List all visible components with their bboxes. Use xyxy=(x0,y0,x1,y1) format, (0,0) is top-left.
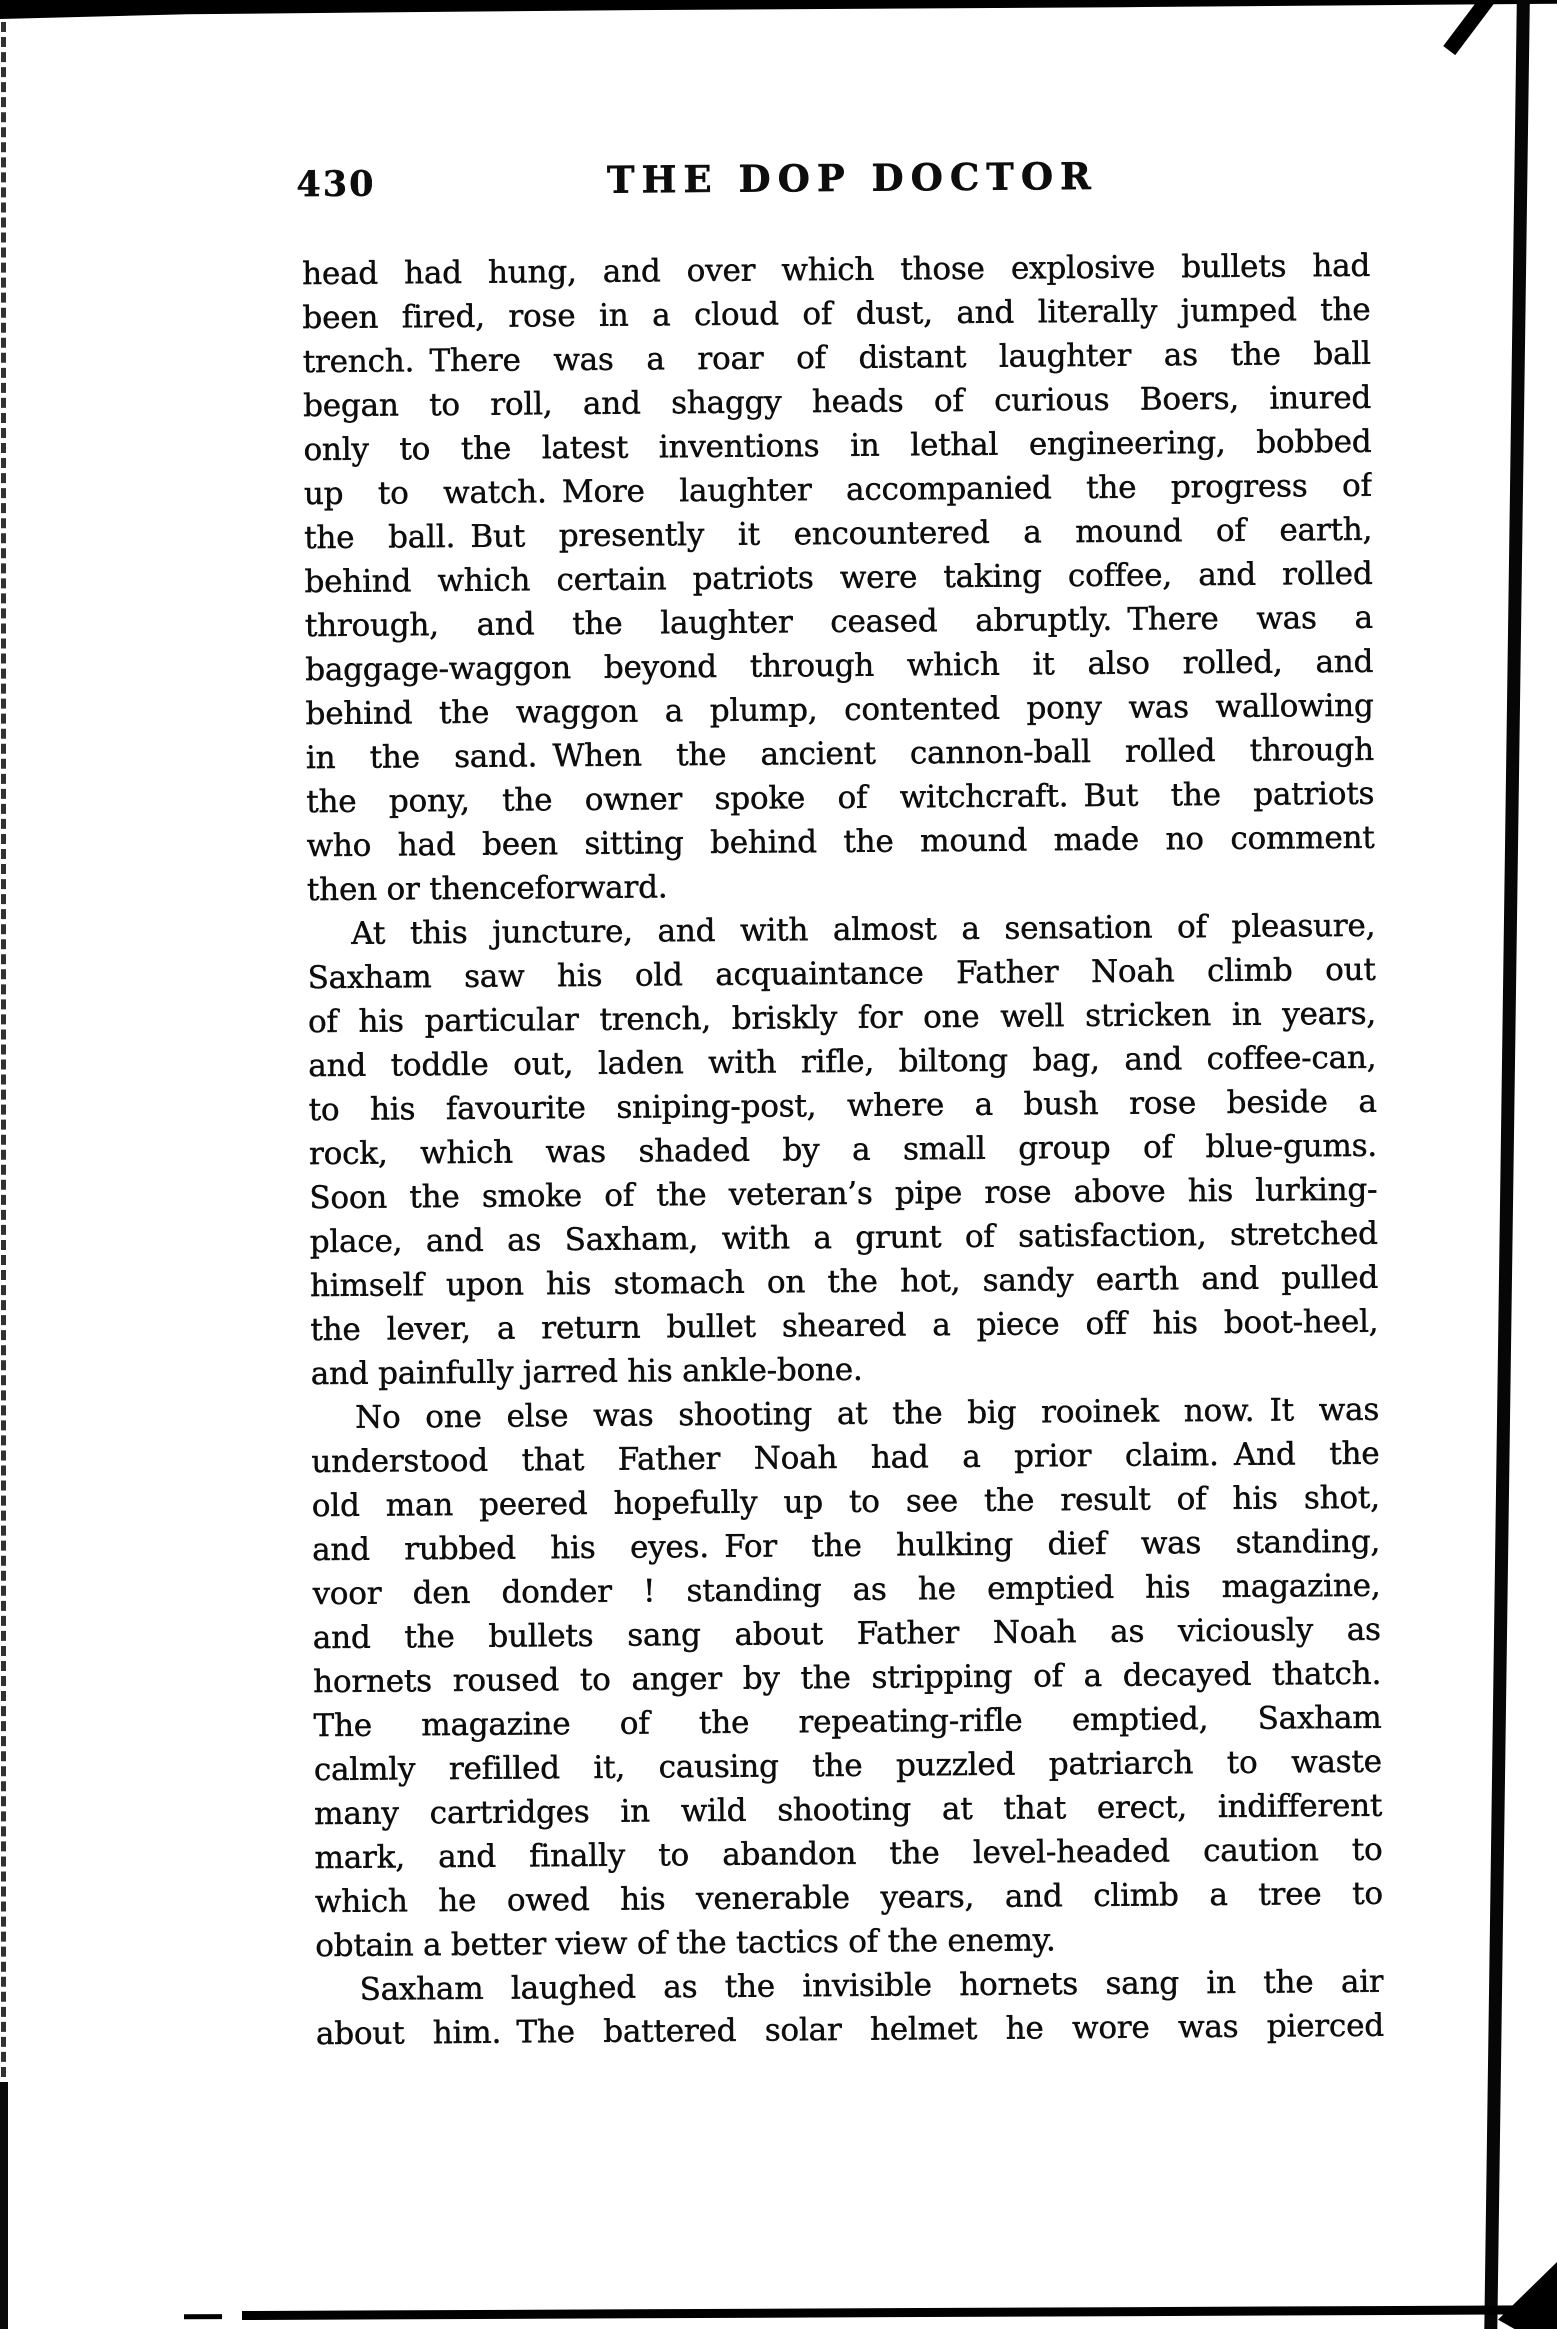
text-line: behind the waggon a plump, contented pony was wallowing xyxy=(305,687,1374,733)
running-title: THE DOP DOCTOR xyxy=(606,153,1099,202)
text-line: No one else was shooting at the big rooinek now. It was xyxy=(354,1391,1380,1436)
text-line: baggage-waggon beyond through which it also rolled, and xyxy=(305,643,1374,689)
text-line: and the bullets sang about Father Noah as viciously as xyxy=(312,1611,1381,1657)
text-line: then or thenceforward. xyxy=(306,869,668,909)
page-header xyxy=(296,152,1369,208)
text-line: and rubbed his eyes. For the hulking dief was standing, xyxy=(312,1523,1381,1569)
text-line: understood that Father Noah had a prior claim. And the xyxy=(311,1435,1380,1481)
text-line: who had been sitting behind the mound made no comment xyxy=(306,819,1375,865)
text-line: Saxham laughed as the invisible hornets sang in the air xyxy=(359,1963,1384,2008)
text-line: mark, and finally to abandon the level-headed caution to xyxy=(314,1831,1383,1877)
text-line: up to watch. More laughter accompanied the progress of xyxy=(303,467,1372,513)
text-line: rock, which was shaded by a small group of blue-gums. xyxy=(308,1127,1378,1173)
text-line: began to roll, and shaggy heads of curious Boers, inured xyxy=(303,379,1372,425)
text-line: voor den donder ! standing as he emptied his magazine, xyxy=(312,1567,1381,1613)
page-content xyxy=(296,0,1385,2056)
text-line: many cartridges in wild shooting at that erect, indifferent xyxy=(314,1787,1383,1833)
text-line: through, and the laughter ceased abruptly. There was a xyxy=(304,599,1374,645)
page-number: 430 xyxy=(296,163,376,206)
text-line: Soon the smoke of the veteran’s pipe rose above his lurking- xyxy=(309,1171,1378,1217)
text-line: about him. The battered solar helmet he wore was pierced xyxy=(315,2007,1385,2053)
text-line: the pony, the owner spoke of witchcraft. But the patriots xyxy=(306,775,1375,821)
page-text xyxy=(302,244,1384,2056)
text-line: trench. There was a roar of distant laughter as the ball xyxy=(302,335,1371,381)
text-line: and painfully jarred his ankle-bone. xyxy=(310,1351,863,1393)
text-line: obtain a better view of the tactics of the enemy. xyxy=(315,1922,1056,1965)
text-line: hornets roused to anger by the stripping of a decayed thatch. xyxy=(313,1655,1382,1701)
text-line: The magazine of the repeating-rifle emptied, Saxham xyxy=(313,1699,1382,1745)
text-line: of his particular trench, briskly for one well stricken in years, xyxy=(307,995,1377,1041)
scan-artifact-left-edge-dashes xyxy=(1,22,6,2092)
text-line: the ball. But presently it encountered a mound of earth, xyxy=(304,511,1373,557)
scan-artifact-bottom-band xyxy=(242,2305,1557,2320)
text-line: Saxham saw his old acquaintance Father Noah climb out xyxy=(307,951,1376,997)
text-line: and toddle out, laden with rifle, biltong bag, and coffee-can, xyxy=(308,1039,1377,1085)
text-line: calmly refilled it, causing the puzzled patriarch to waste xyxy=(313,1743,1382,1789)
text-line: place, and as Saxham, with a grunt of satisfaction, stretched xyxy=(309,1215,1378,1261)
scan-artifact-top-right-mark xyxy=(1443,0,1500,55)
scan-artifact-left-edge-strip xyxy=(0,2082,8,2329)
text-line: which he owed his venerable years, and climb a tree to xyxy=(314,1875,1384,1921)
text-line: been fired, rose in a cloud of dust, and literally jumped the xyxy=(302,291,1371,337)
scan-artifact-bottom-right-corner xyxy=(1498,2262,1557,2329)
text-line: only to the latest inventions in lethal engineering, bobbed xyxy=(303,423,1372,469)
text-line: to his favourite sniping-post, where a bush rose beside a xyxy=(308,1083,1377,1129)
text-line: himself upon his stomach on the hot, sandy earth and pulled xyxy=(309,1259,1379,1305)
text-line: old man peered hopefully up to see the result of his shot, xyxy=(311,1479,1380,1525)
text-line: in the sand. When the ancient cannon-ball rolled through xyxy=(305,731,1375,777)
text-line: the lever, a return bullet sheared a piece off his boot-heel, xyxy=(310,1303,1379,1349)
text-line: At this juncture, and with almost a sensation of pleasure, xyxy=(351,907,1376,952)
text-line: behind which certain patriots were taking coffee, and rolled xyxy=(304,555,1373,601)
text-line: head had hung, and over which those explosive bullets had xyxy=(301,247,1371,293)
scan-artifact-right-edge-line xyxy=(1484,0,1530,2329)
